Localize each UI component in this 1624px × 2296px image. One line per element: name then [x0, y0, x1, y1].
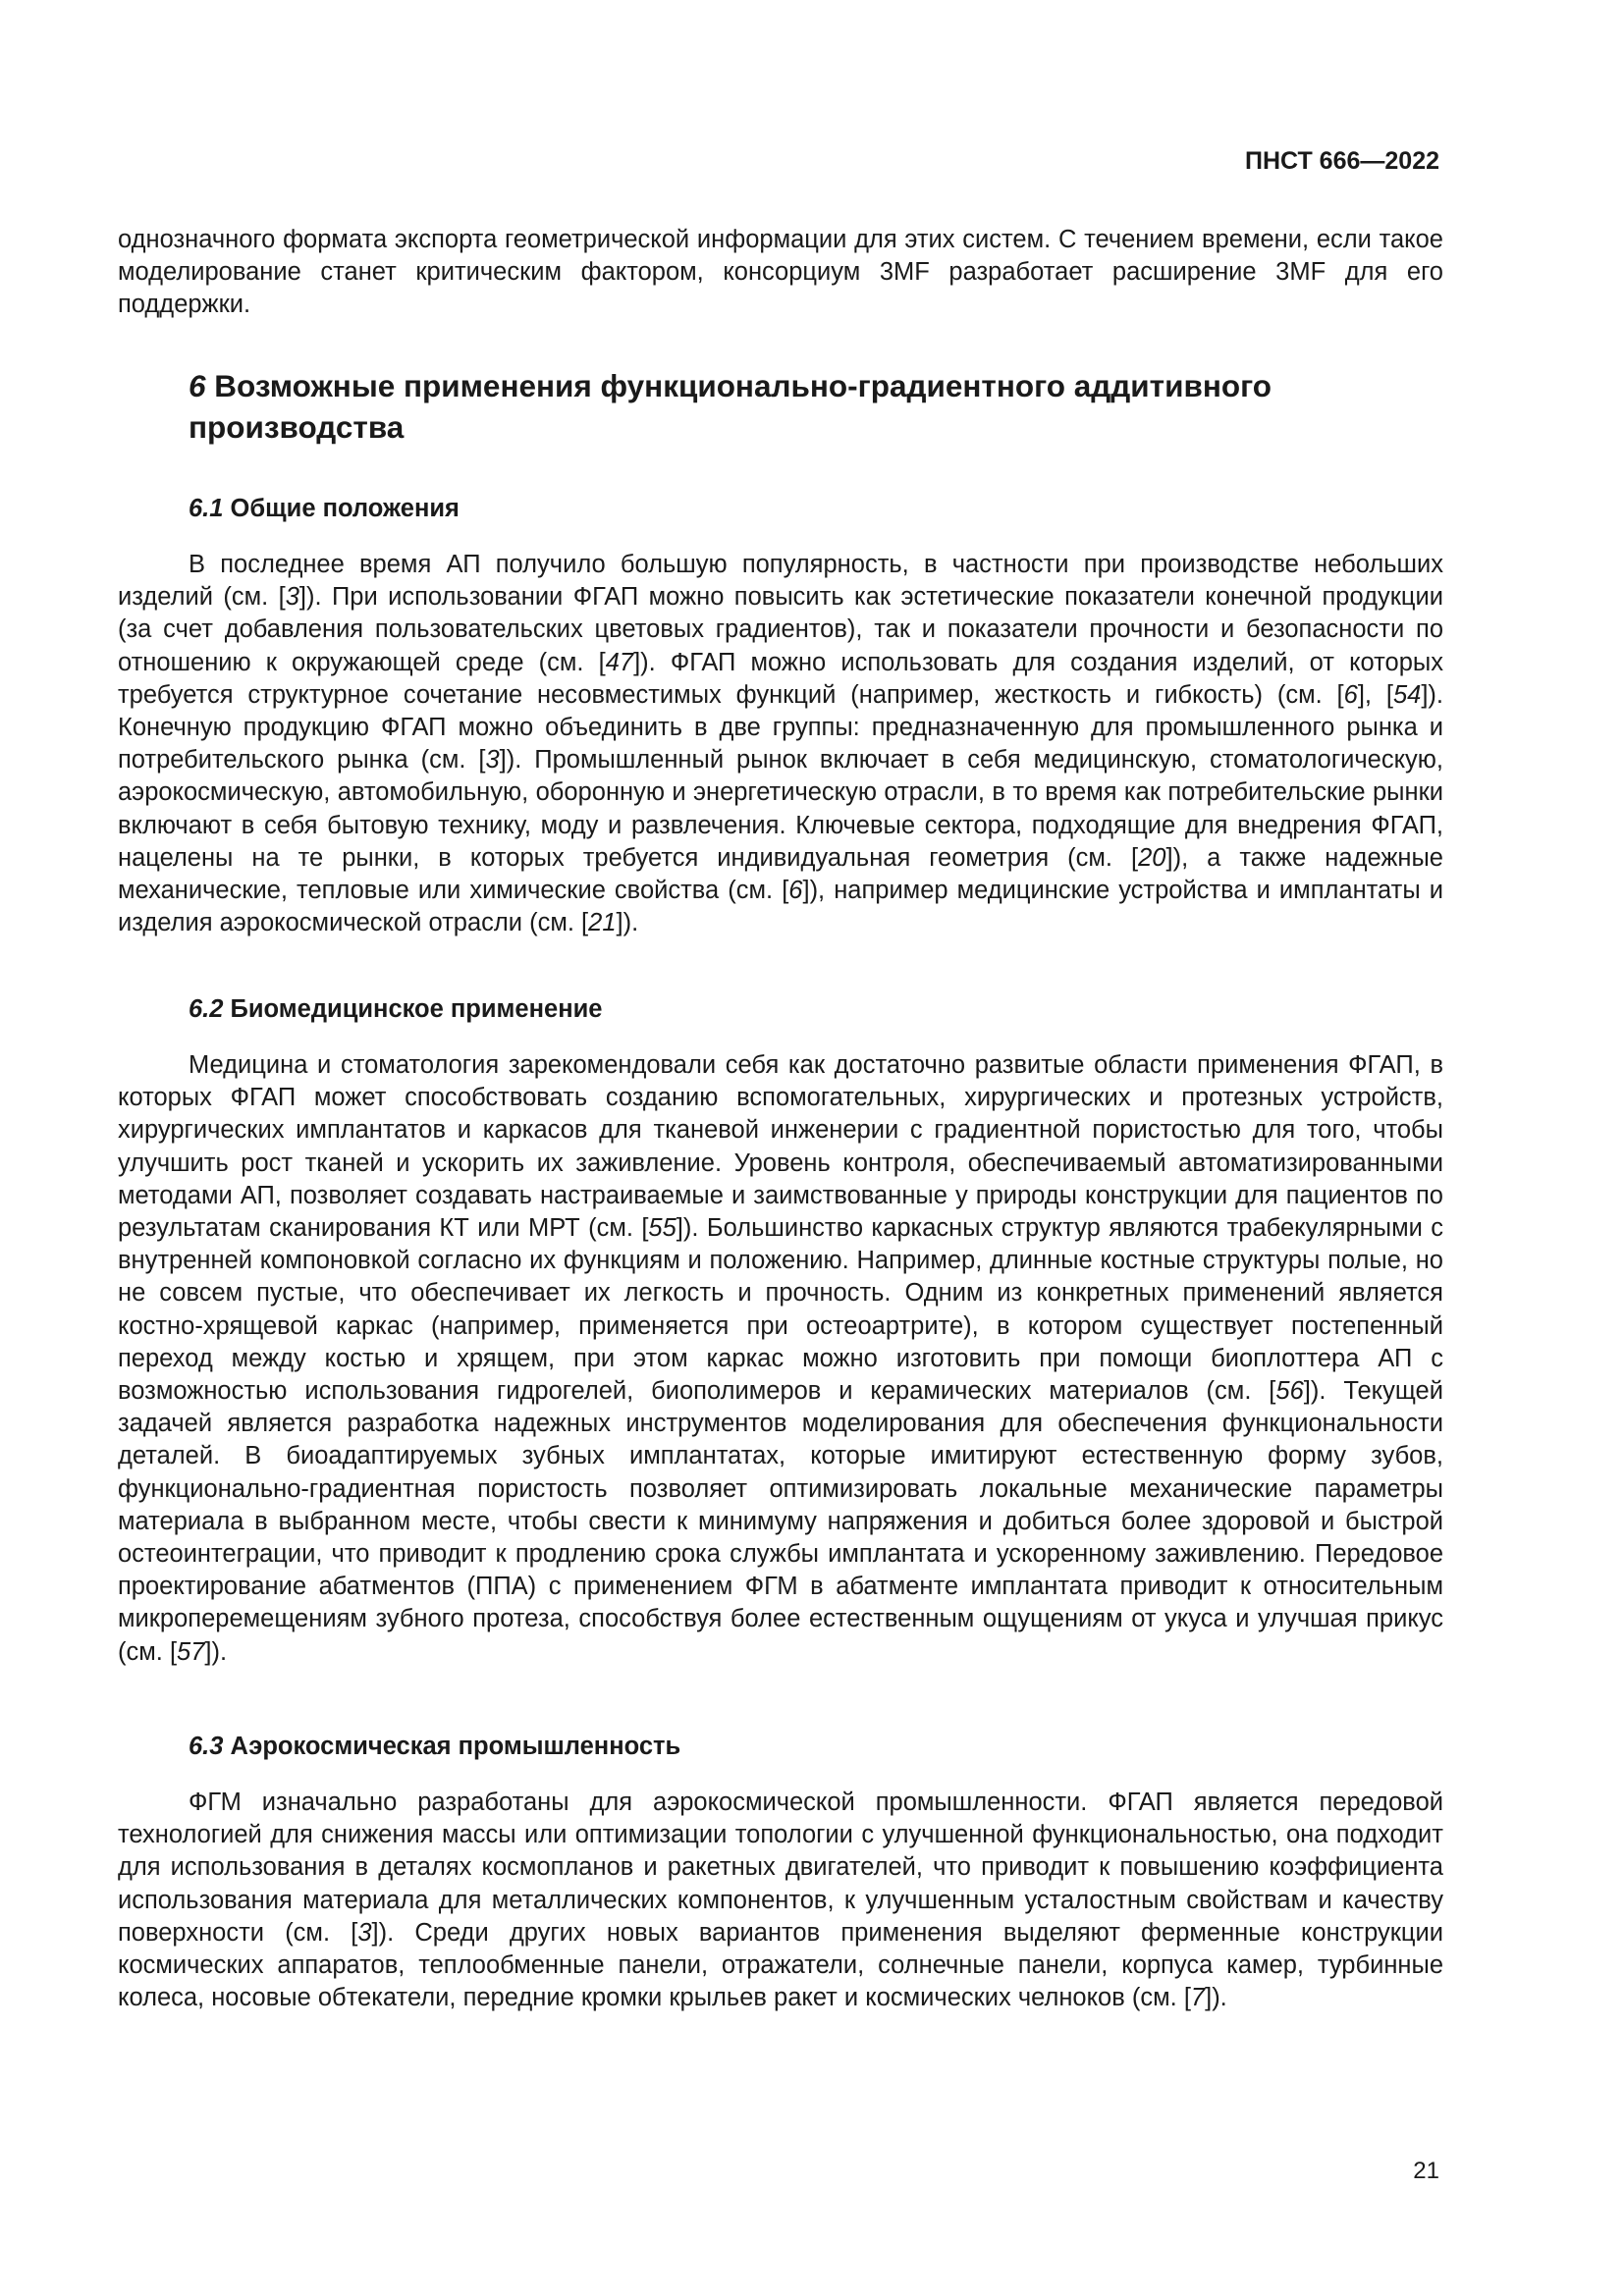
reference-number: 3 — [285, 583, 299, 612]
reference-number: 3 — [485, 746, 500, 774]
section-6-number: 6 — [189, 368, 206, 403]
reference-number: 3 — [357, 1918, 372, 1947]
section-6-1 — [118, 493, 1443, 939]
section-6-2-number: 6.2 — [189, 995, 224, 1023]
section-6-3-paragraph: ФГМ изначально разработаны для аэрокосмической промышленности. ФГАП является передовой технологией для снижения массы или оптимизации топологии с улучшенной функциональностью, она подходит для использования в деталях космопланов и ракетных двигателей, что приводит к повышению коэффициента использования материала для металлических компонентов, к улучшенным усталостным свойствам и качеству поверхности (см. [3]). Среди других новых вариантов применения выделяют ферменные конструкции космических аппаратов, теплообменные панели, отражатели, солнечные панели, корпуса камер, турбинные колеса, носовые обтекатели, передние кромки крыльев ракет и космических челноков (см. [7]). — [118, 1789, 1443, 2012]
reference-number: 55 — [648, 1214, 677, 1243]
section-6-2-paragraph: Медицина и стоматология зарекомендовали себя как достаточно развитые области применения ФГАП, в которых ФГАП может способствовать созданию вспомогательных, хирургических и протезных устройств, хирургических имплантатов и каркасов для тканевой инженерии с градиентной пористостью для того, чтобы улучшить рост тканей и ускорить их заживление. Уровень контроля, обеспечиваемый автоматизированными методами АП, позволяет создавать настраиваемые и заимствованные у природы конструкции для пациентов по результатам сканирования КТ или МРТ (см. [55]). Большинство каркасных структур являются трабекулярными с внутренней компоновкой согласно их функциям и положению. Например, длинные костные структуры полые, но не совсем пустые, что обеспечивает их легкость и прочность. Одним из конкретных применений является костно-хрящевой каркас (например, применяется при остеоартрите), в котором существует постепенный переход между костью и хрящем, при этом каркас можно изготовить при помощи биоплоттера АП с возможностью использования гидрогелей, биополимеров и керамических материалов (см. [56]). Текущей задачей является разработка надежных инструментов моделирования для обеспечения функциональности деталей. В биоадаптируемых зубных имплантатах, которые имитируют естественную форму зубов, функционально-градиентная пористость позволяет оптимизировать локальные механические параметры материала в выбранном месте, чтобы свести к минимуму напряжения и добиться более здоровой и быстрой остеоинтеграции, что приводит к продлению срока службы имплантата и ускоренному заживлению. Передовое проектирование абатментов (ППА) с применением ФГМ в абатменте имплантата приводит к относительным микроперемещениям зубного протеза, способствуя более естественным ощущениям от укуса и улучшая прикус (см. [57]). — [118, 1051, 1443, 1666]
section-6-1-number: 6.1 — [189, 495, 224, 522]
reference-number: 7 — [1190, 1984, 1206, 2012]
reference-number: 20 — [1138, 843, 1166, 872]
page-number: 21 — [1413, 2158, 1439, 2184]
doc-code: ПНСТ 666—2022 — [1245, 147, 1439, 175]
section-6-title: Возможные применения функционально-градиентного аддитивного производства — [189, 368, 1272, 445]
section-6-3-title: Аэрокосмическая промышленность — [230, 1733, 681, 1760]
reference-number: 47 — [605, 648, 634, 676]
section-6-2-heading — [118, 993, 1443, 1026]
reference-number: 54 — [1392, 680, 1422, 709]
reference-number: 56 — [1275, 1377, 1304, 1406]
section-6-3-heading — [118, 1731, 1443, 1763]
intro-paragraph: однозначного формата экспорта геометрической информации для этих систем. С течением времени, если такое моделирование станет критическим фактором, консорциум 3MF разработает расширение 3MF для его поддержки. — [118, 226, 1443, 319]
reference-number: 21 — [588, 909, 617, 937]
section-6-heading — [189, 365, 1416, 448]
section-6-2-title: Биомедицинское применение — [230, 995, 603, 1023]
section-6-3 — [118, 1731, 1443, 2014]
section-6-1-paragraph: В последнее время АП получило большую популярность, в частности при производстве небольших изделий (см. [3]). При использовании ФГАП можно повысить как эстетические показатели конечной продукции (за счет добавления пользовательских цветовых градиентов), так и показатели прочности и безопасности по отношению к окружающей среде (см. [47]). ФГАП можно использовать для создания изделий, от которых требуется структурное сочетание несовместимых функций (например, жесткость и гибкость) (см. [6], [54]). Конечную продукцию ФГАП можно объединить в две группы: предназначенную для промышленного рынка и потребительского рынка (см. [3]). Промышленный рынок включает в себя медицинскую, стоматологическую, аэрокосмическую, автомобильную, оборонную и энергетическую отрасли, в то время как потребительские рынки включают в себя бытовую технику, моду и развлечения. Ключевые сектора, подходящие для внедрения ФГАП, нацелены на те рынки, в которых требуется индивидуальная геометрия (см. [20]), а также надежные механические, тепловые или химические свойства (см. [6]), например медицинские устройства и имплантаты и изделия аэрокосмической отрасли (см. [21]). — [118, 551, 1443, 937]
section-6-3-number: 6.3 — [189, 1733, 224, 1760]
reference-number: 6 — [788, 877, 803, 905]
reference-number: 57 — [177, 1637, 205, 1666]
section-6-1-heading — [118, 493, 1443, 525]
section-6-2 — [118, 993, 1443, 1669]
section-6-1-title: Общие положения — [230, 495, 460, 522]
reference-number: 6 — [1343, 680, 1358, 709]
